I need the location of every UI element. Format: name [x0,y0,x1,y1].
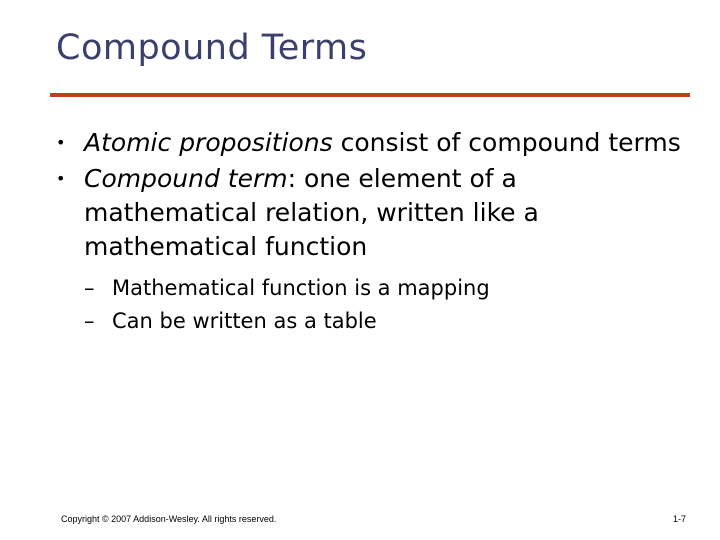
sub-bullet-list [84,272,686,338]
footer-copyright: Copyright © 2007 Addison-Wesley. All rights reserved. [61,514,277,524]
bullet-marker: • [56,133,66,152]
slide-title: Compound Terms [56,28,368,68]
sub-bullet-item [84,272,686,305]
sub-bullet-text: Mathematical function is a mapping [112,276,490,300]
bullet-text: : one element of a mathematical relation, written like a mathematical function [84,164,539,261]
bullet-text: consist of compound terms [332,128,681,157]
sub-bullet-text: Can be written as a table [112,309,377,333]
bullet-term: Atomic propositions [84,128,333,157]
bullet-list [56,126,686,340]
bullet-term: Compound term [84,164,288,193]
sub-bullet-item [84,305,686,338]
title-divider [50,93,690,97]
sub-bullet-marker: – [84,309,95,333]
bullet-marker: • [56,169,66,188]
bullet-item-atomic-propositions [56,126,686,160]
footer-page-number: 1-7 [672,514,686,524]
bullet-item-compound-term [56,162,686,338]
sub-bullet-marker: – [84,276,95,300]
